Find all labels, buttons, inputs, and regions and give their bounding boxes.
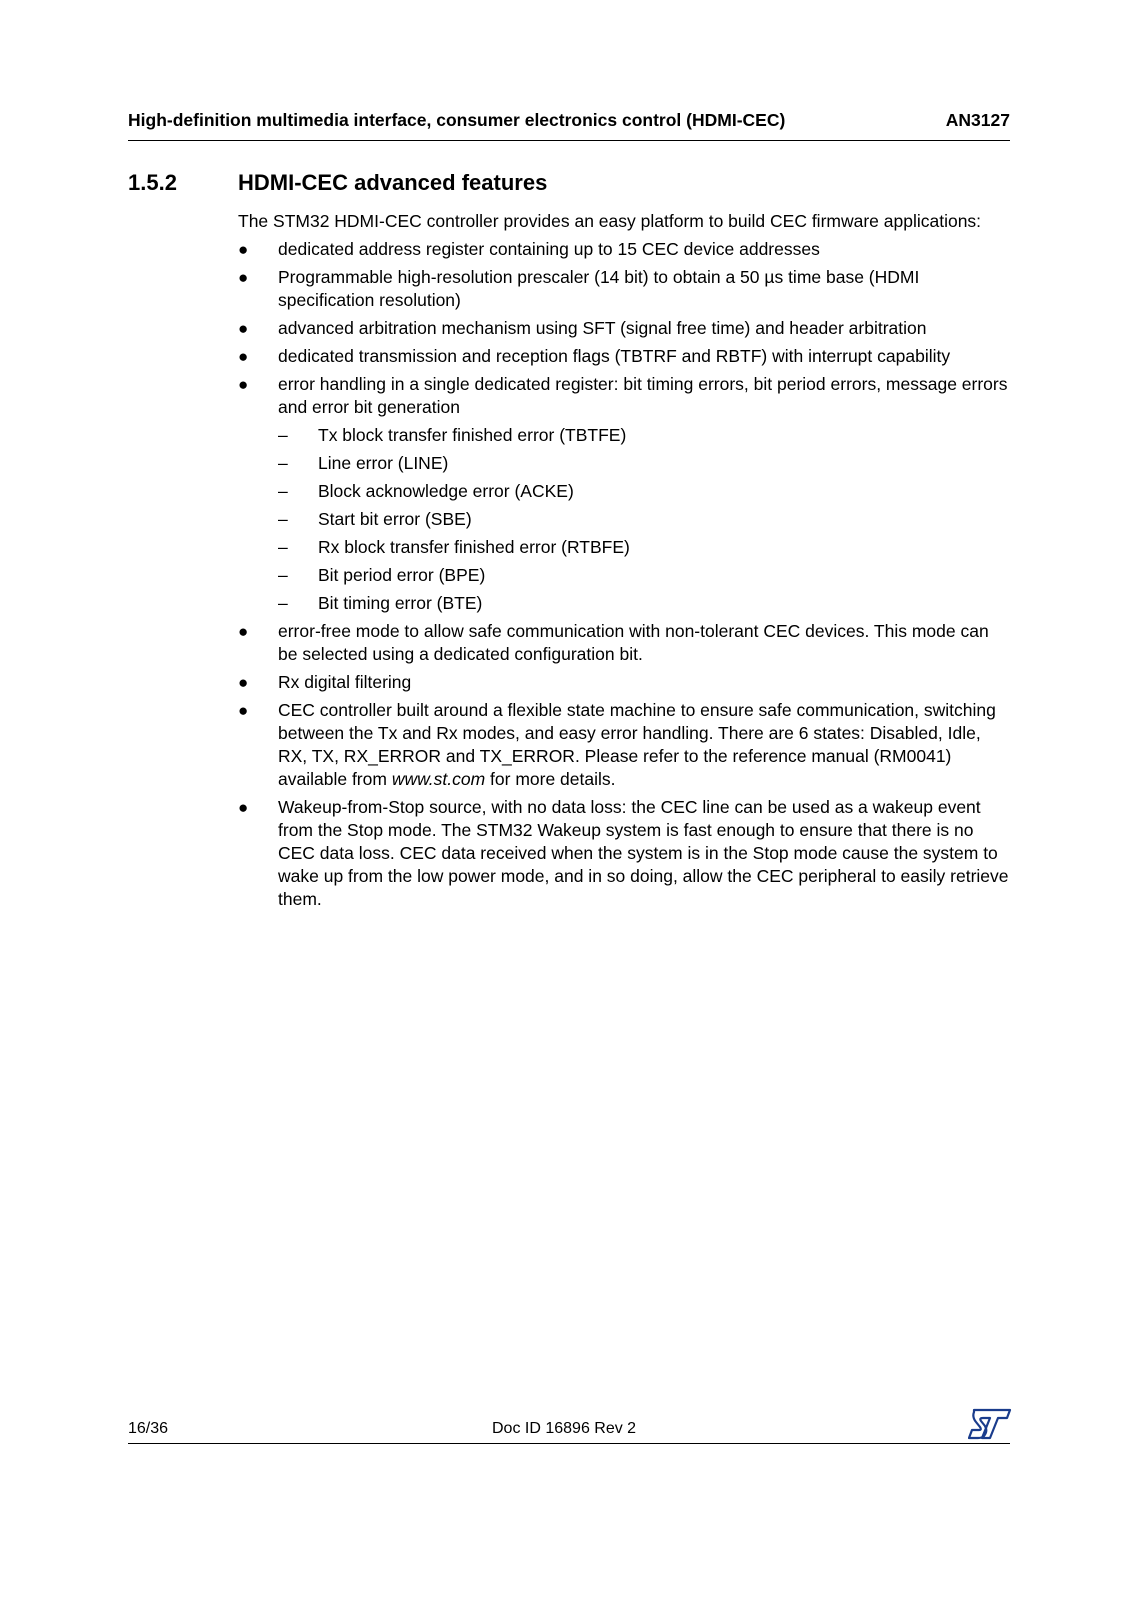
page-number: 16/36 xyxy=(128,1420,169,1437)
st-website-link[interactable]: www.st.com xyxy=(391,769,486,789)
section-heading xyxy=(128,170,547,196)
header-title: High-definition multimedia interface, consumer electronics control (HDMI-CEC) xyxy=(128,110,786,130)
running-header xyxy=(128,110,1010,131)
list-item-text: dedicated transmission and reception flags (TBTRF and RBTF) with interrupt capability xyxy=(278,346,951,366)
sub-list-item xyxy=(278,480,1010,503)
error-sub-list xyxy=(278,424,1010,615)
st-logo-icon xyxy=(968,1408,1012,1440)
sub-list-item xyxy=(278,536,1010,559)
state-machine-text-start: CEC controller built around a flexible state machine to ensure safe communication, switching between the Tx and Rx modes, and easy error handling. There are 6 states: Disabled, Idle, RX, TX, RX_ERROR and TX_ERROR. Please refer to the reference manual (RM0041) available from xyxy=(278,700,996,789)
bullet-icon: ● xyxy=(238,347,249,366)
bullet-icon: ● xyxy=(238,240,249,259)
list-item-text: advanced arbitration mechanism using SFT (signal free time) and header arbitration xyxy=(278,318,927,338)
bullet-icon: ● xyxy=(238,701,249,720)
sub-list-item xyxy=(278,592,1010,615)
intro-paragraph: The STM32 HDMI-CEC controller provides an easy platform to build CEC firmware applications: xyxy=(238,211,982,231)
dash-icon: – xyxy=(278,425,288,445)
list-item xyxy=(238,671,1010,694)
list-item xyxy=(238,373,1010,615)
sub-list-item xyxy=(278,424,1010,447)
bullet-icon: ● xyxy=(238,798,249,817)
doc-id: Doc ID 16896 Rev 2 xyxy=(492,1420,637,1437)
list-item-text: dedicated address register containing up to 15 CEC device addresses xyxy=(278,239,820,259)
dash-icon: – xyxy=(278,481,288,501)
bullet-icon: ● xyxy=(238,375,249,394)
bullet-icon: ● xyxy=(238,268,249,287)
dash-icon: – xyxy=(278,453,288,473)
list-item-text: error handling in a single dedicated register: bit timing errors, bit period errors, message errors and error bit generation xyxy=(278,374,1008,417)
section-title: HDMI-CEC advanced features xyxy=(238,170,548,195)
sub-list-item-text: Rx block transfer finished error (RTBFE) xyxy=(318,537,630,557)
header-doc-code: AN3127 xyxy=(945,110,1010,130)
list-item xyxy=(238,345,1010,368)
header-rule xyxy=(128,140,1010,141)
sub-list-item xyxy=(278,564,1010,587)
sub-list-item-text: Block acknowledge error (ACKE) xyxy=(318,481,574,501)
sub-list-item-text: Tx block transfer finished error (TBTFE) xyxy=(318,425,627,445)
sub-list-item xyxy=(278,452,1010,475)
footer-rule xyxy=(128,1443,1010,1444)
list-item xyxy=(238,796,1010,911)
list-item-text: error-free mode to allow safe communication with non-tolerant CEC devices. This mode can be selected using a dedicated configuration bit. xyxy=(278,621,989,664)
dash-icon: – xyxy=(278,537,288,557)
state-machine-text xyxy=(278,700,996,789)
list-item xyxy=(238,699,1010,791)
dash-icon: – xyxy=(278,565,288,585)
list-item xyxy=(238,266,1010,312)
dash-icon: – xyxy=(278,593,288,613)
state-machine-text-end: for more details. xyxy=(485,769,616,789)
sub-list-item-text: Bit timing error (BTE) xyxy=(318,593,483,613)
dash-icon: – xyxy=(278,509,288,529)
feature-list xyxy=(238,238,1010,911)
sub-list-item-text: Line error (LINE) xyxy=(318,453,449,473)
list-item xyxy=(238,317,1010,340)
list-item-text: Rx digital filtering xyxy=(278,672,412,692)
bullet-icon: ● xyxy=(238,319,249,338)
bullet-icon: ● xyxy=(238,622,249,641)
list-item xyxy=(238,620,1010,666)
sub-list-item-text: Bit period error (BPE) xyxy=(318,565,486,585)
sub-list-item-text: Start bit error (SBE) xyxy=(318,509,472,529)
sub-list-item xyxy=(278,508,1010,531)
bullet-icon: ● xyxy=(238,673,249,692)
section-body xyxy=(238,210,1010,916)
section-number: 1.5.2 xyxy=(128,170,177,195)
list-item-text: Wakeup-from-Stop source, with no data loss: the CEC line can be used as a wakeup event from the Stop mode. The STM32 Wakeup system is fast enough to ensure that there is no CEC data loss. CEC data received when the system is in the Stop mode cause the system to wake up from the low power mode, and in so doing, allow the CEC peripheral to easily retrieve them. xyxy=(278,797,1009,909)
list-item xyxy=(238,238,1010,261)
list-item-text: Programmable high-resolution prescaler (14 bit) to obtain a 50 µs time base (HDMI specification resolution) xyxy=(278,267,920,310)
